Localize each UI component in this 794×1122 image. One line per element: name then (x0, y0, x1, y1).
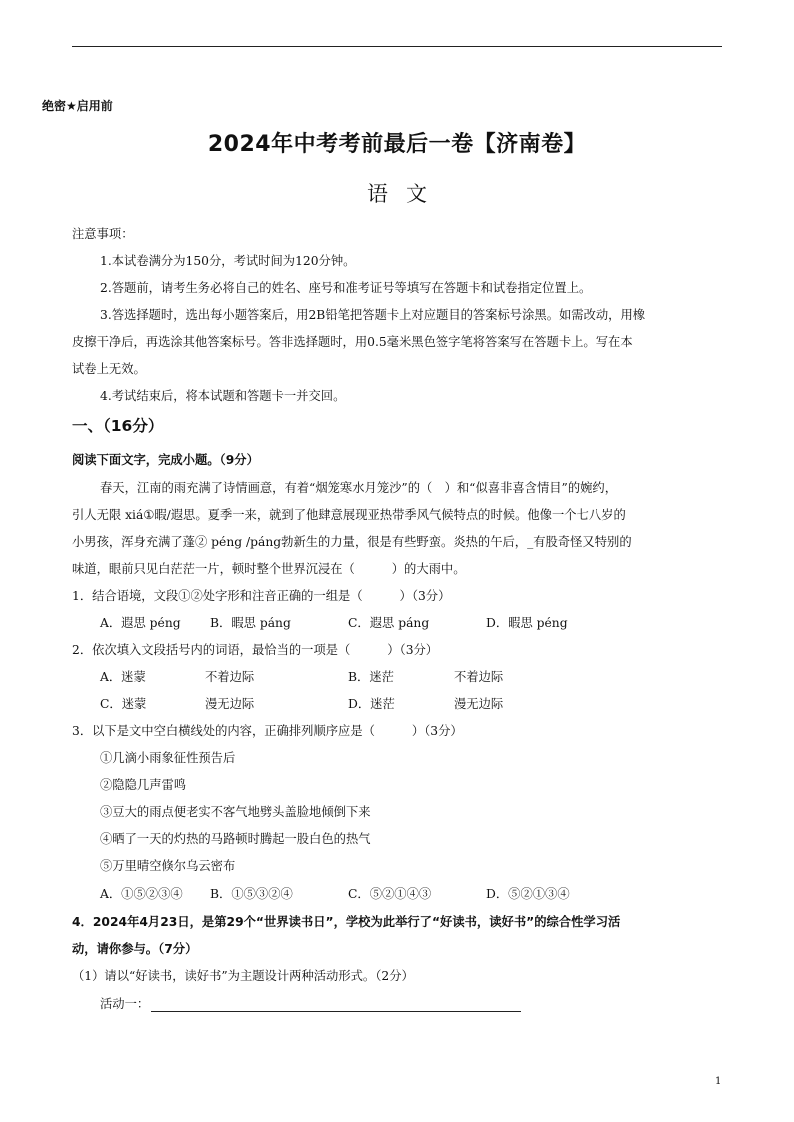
q4-stem-line-1: 4．2024年4月23日，是第29个“世界读书日”，学校为此举行了“好读书，读好书”的综合性学习活 (72, 915, 621, 929)
q3-item-1: ①几滴小雨象征性预告后 (100, 751, 236, 765)
q2-option-c-label: C．迷蒙 (100, 697, 147, 711)
q3-option-c: C．⑤②①④③ (348, 887, 432, 901)
q3-stem: 3．以下是文中空白横线处的内容，正确排列顺序应是（ ）（3分） (72, 724, 463, 738)
notice-item-3: 3.答选择题时，选出每小题答案后，用2B铅笔把答题卡上对应题目的答案标号涂黑。如需改动，用橡 (100, 308, 646, 322)
q3-option-d: D．⑤②①③④ (486, 887, 570, 901)
q2-option-d-label: D．迷茫 (348, 697, 395, 711)
q2-option-a-label: A．迷蒙 (100, 670, 146, 684)
q4-stem-line-2: 动，请你参与。（7分） (72, 942, 198, 956)
exam-title: 2024年中考考前最后一卷【济南卷】 (207, 132, 587, 157)
header-rule (72, 46, 722, 47)
passage-line-1: 春天，江南的雨充满了诗情画意，有着“烟笼寒水月笼沙”的（ ）和“似喜非喜含情目”的婉约， (100, 481, 618, 495)
passage-line-4: 味道，眼前只见白茫茫一片，顿时整个世界沉浸在（ ）的大雨中。 (72, 562, 466, 576)
notice-heading: 注意事项： (72, 227, 134, 241)
q1-option-d: D．暇思 péng (486, 616, 568, 630)
q2-option-c-word: 漫无边际 (205, 697, 255, 711)
notice-item-4: 4.考试结束后，将本试题和答题卡一并交回。 (100, 389, 346, 403)
subject-title: 语文 (367, 182, 445, 206)
q3-item-4: ④晒了一天的灼热的马路顿时腾起一股白色的热气 (100, 832, 371, 846)
activity-1-answer-line[interactable] (151, 998, 521, 1012)
q3-item-2: ②隐隐几声雷鸣 (100, 778, 187, 792)
q1-option-b: B．暇思 páng (210, 616, 291, 630)
secret-label: 绝密★启用前 (42, 99, 113, 113)
q2-option-b-word: 不着边际 (454, 670, 504, 684)
notice-item-1: 1.本试卷满分为150分，考试时间为120分钟。 (100, 254, 356, 268)
q3-option-a: A．①⑤②③④ (100, 887, 183, 901)
page-number: 1 (715, 1076, 722, 1087)
passage-line-2: 引人无限 xiá①暇/遐思。夏季一来，就到了他肆意展现亚热带季风气候特点的时候。他像一个七八岁的 (72, 508, 626, 522)
reading-title: 阅读下面文字，完成小题。（9分） (72, 453, 259, 467)
q2-stem: 2．依次填入文段括号内的词语，最恰当的一项是（ ）（3分） (72, 643, 439, 657)
q1-option-a: A．遐思 péng (100, 616, 181, 630)
notice-item-3-cont: 皮擦干净后，再选涂其他答案标号。答非选择题时，用0.5毫米黑色签字笔将答案写在答题卡上。写在本 (72, 335, 633, 349)
q3-item-5: ⑤万里晴空倏尔乌云密布 (100, 859, 236, 873)
notice-item-2: 2.答题前，请考生务必将自己的姓名、座号和准考证号等填写在答题卡和试卷指定位置上。 (100, 281, 592, 295)
q3-option-b: B．①⑤③②④ (210, 887, 293, 901)
q1-stem: 1．结合语境，文段①②处字形和注音正确的一组是（ ）（3分） (72, 589, 451, 603)
q1-option-c: C．遐思 páng (348, 616, 430, 630)
q4-sub-question-1: （1）请以“好读书，读好书”为主题设计两种活动形式。（2分） (72, 969, 414, 983)
activity-1-label: 活动一： (100, 997, 150, 1011)
q3-item-3: ③豆大的雨点便老实不客气地劈头盖脸地倾倒下来 (100, 805, 371, 819)
passage-line-3: 小男孩，浑身充满了蓬② péng /páng勃新生的力量，很是有些野蛮。炎热的午后，_有股奇怪又特别的 (72, 535, 632, 549)
section-heading: 一、（16分） (72, 417, 164, 435)
q2-option-a-word: 不着边际 (205, 670, 255, 684)
q2-option-b-label: B．迷茫 (348, 670, 394, 684)
activity-1-row (100, 994, 521, 1012)
notice-item-3-cont2: 试卷上无效。 (72, 362, 146, 376)
q2-option-d-word: 漫无边际 (454, 697, 504, 711)
